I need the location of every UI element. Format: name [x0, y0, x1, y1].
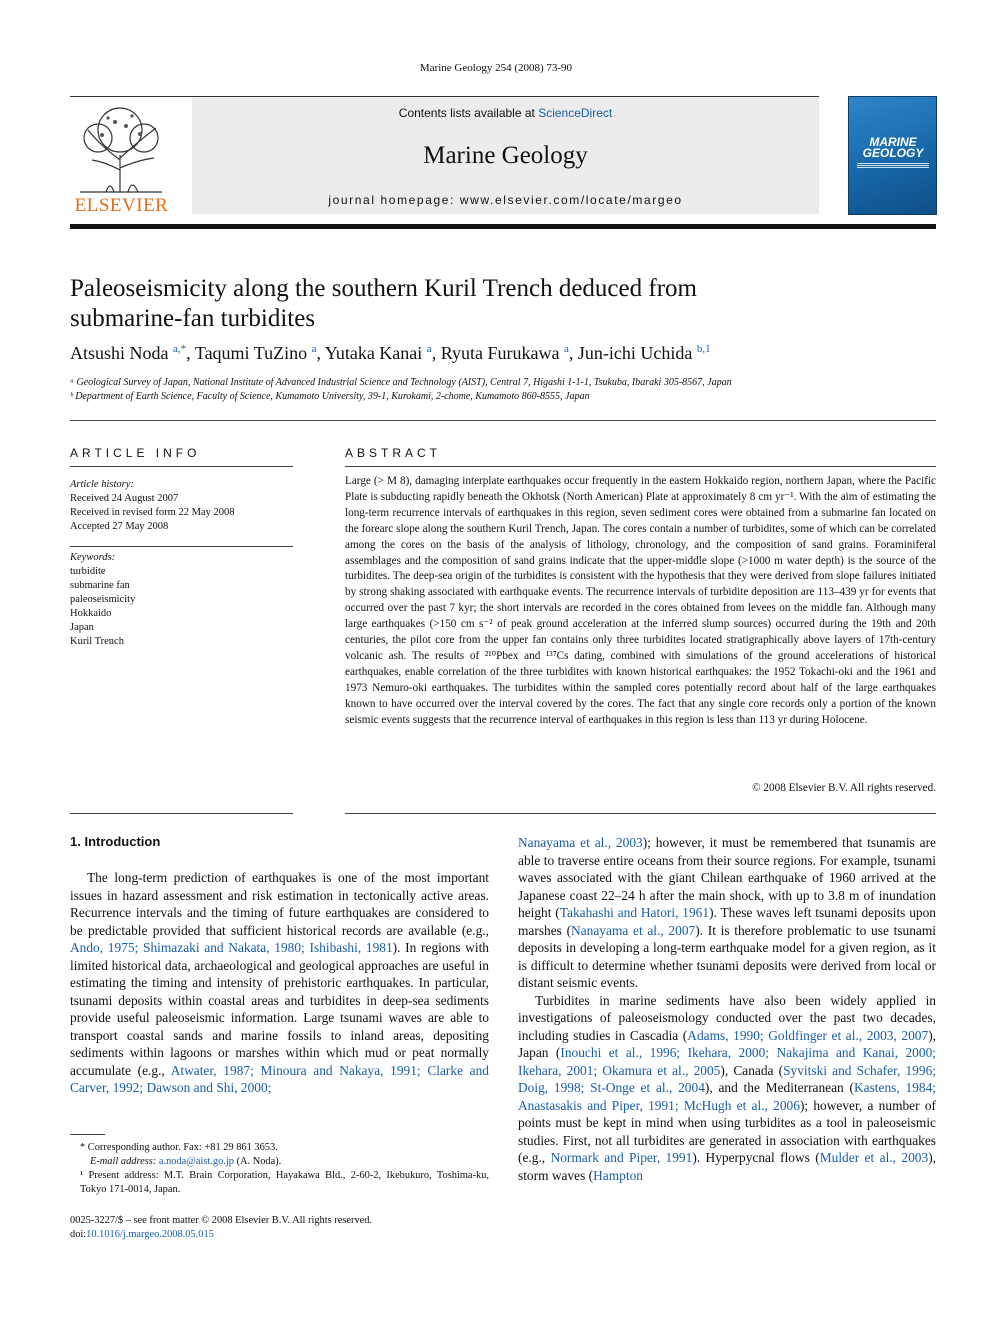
article-history [70, 478, 293, 534]
history-label: Article history: [70, 479, 134, 490]
abstract-rule [345, 466, 936, 467]
sciencedirect-link[interactable]: ScienceDirect [538, 106, 613, 120]
journal-title: Marine Geology [423, 142, 588, 169]
author-name: Jun-ichi Uchida [577, 343, 693, 363]
footnote-present-address: ¹ Present address: M.T. Brain Corporation, Hayakawa Bld., 2-60-2, Ikebukuro, Toshima-ku, Tokyo 171-0014, Japan. [80, 1170, 489, 1195]
doi-link[interactable]: 10.1016/j.margeo.2008.05.015 [86, 1229, 214, 1240]
affiliation-rule [70, 420, 936, 421]
keywords-label: Keywords: [70, 552, 116, 563]
issn-line: 0025-3227/$ – see front matter © 2008 Elsevier B.V. All rights reserved. [70, 1215, 373, 1226]
author-affiliation-mark[interactable]: a [563, 343, 569, 355]
paper-title: Paleoseismicity along the southern Kuril Trench deduced from submarine-fan turbidites [70, 275, 697, 332]
author-affiliation-mark[interactable]: b,1 [696, 343, 711, 355]
author-list: Atsushi Noda $^{a,*}$, Taqumi TuZino $^a$, Yutaka Kanai $^a$, Ryuta Furukawa $^a$, Jun-ichi Uchida $^{b,1}$ [70, 343, 711, 363]
journal-homepage[interactable]: journal homepage: www.elsevier.com/locate/margeo [328, 193, 683, 207]
cover-title: MARINE GEOLOGY [862, 135, 924, 160]
keyword: Japan [70, 622, 94, 633]
author-affiliation-mark[interactable]: a [311, 343, 317, 355]
journal-cover-image [848, 96, 937, 215]
abstract-heading: ABSTRACT [345, 446, 442, 460]
affiliation-a: ᵃ Geological Survey of Japan, National Institute of Advanced Industrial Science and Technology (AIST), Central 7, Higashi 1-1-1, Tsukuba, Ibaraki 305-8567, Japan [70, 377, 732, 388]
cover-subtitle-lines [857, 162, 929, 172]
abstract-text: Large (> M 8), damaging interplate earthquakes occur frequently in the eastern Hokkaido region, northern Japan, where the Pacific Plate is subducting rapidly beneath the Okhotsk (North American) Plate at approximately 8 cm yr⁻¹. With the aim of estimating the long-term recurrence intervals of earthquakes in this region, seven sediment cores were obtained from a submarine fan located on the forearc slope along the southern Kuril Trench, Japan. The cores contain a number of turbidites, some of which can be correlated among the cores on the basis of the analysis of lithology, chronology, and the composition of sand grains. Foraminiferal assemblages and the composition of sand grains indicate that the upper-middle slope (>1000 m water depth) is the source of the turbidites. The deep-sea origin of the turbidites is consistent with the hypothesis that they were derived from slope failures initiated by strong shaking associated with earthquake events. The recurrence intervals of turbidite deposition are 113–439 yr for events that occurred over the past 7 kyr; the short intervals are recorded in the cores obtained from levees on the middle fan. Although many large earthquakes (>150 cm s⁻² of peak ground acceleration at the inferred slump sources) occurred during the 19th and 20th centuries, the pilot core from the upper fan contains only three turbidites located stratigraphically above layers of 17th-century volcanic ash. The results of ²¹⁰Pbex and ¹³⁷Cs dating, combined with simulations of the ground accelerations of historical earthquakes, enable correlation of the three turbidites with known historical earthquakes: the 1952 Tokachi-oki and the 1961 and 1973 Nemuro-oki earthquakes. The turbidites within the sampled cores potentially record about half of the large earthquakes known to have occurred over the interval covered by the cores. The fact that any single core records only a portion of the known seismic events suggests that the recurrence interval of earthquakes in this region is less than 113 yr during Holocene. [345, 475, 936, 726]
keywords-block [70, 551, 293, 649]
intro-right-column: Nanayama et al., 2003); however, it must be remembered that tsunamis are able to traverse entire oceans from their source regions. For example, tsunami waves associated with the giant Chilean earthquake of 1960 arrived at the Japanese coast 22–24 h after the main shock, with up to 3.8 m of inundation height (Takahashi and Hatori, 1961). These waves left tsunami deposits upon marshes (Nanayama et al., 2007). It is therefore problematic to use tsunami deposits in developing a long-term earthquake model for a given region, as it is difficult to determine whether tsunami deposits were derived from local or distant seismic events. Turbidites in marine sediments have also been widely applied in investigations of paleoseismology conducted over the past two decades, including studies in Cascadia (Adams, 1990; Goldfinger et al., 2003, 2007), Japan (Inouchi et al., 1996; Ikehara, 2000; Nakajima and Kanai, 2000; Ikehara, 2001; Okamura et al., 2005), Canada (Syvitski and Schafer, 1996; Doig, 1998; St-Onge et al., 2004), and the Mediterranean (Kastens, 1984; Anastasakis and Piper, 1991; McHugh et al., 2006); however, a number of points must be kept in mind when using turbidites as a tool in paleoseismic studies. First, not all turbidites are generated in association with earthquakes (e.g., Normark and Piper, 1991). Hyperpycnal flows (Mulder et al., 2003), storm waves (Hampton [518, 835, 937, 1183]
author-email-link[interactable]: a.noda@aist.go.jp [158, 1156, 234, 1167]
intro-left-column: The long-term prediction of earthquakes is one of the most important issues in hazard assessment and risk estimation in tectonically active areas. Recurrence intervals and the timing of future earthquakes are considered to be predictable provided that sufficient historical records are available (e.g., Ando, 1975; Shimazaki and Nakata, 1980; Ishibashi, 1981). In regions with limited historical data, archaeological and geological approaches are useful in estimating the timing and intensity of prehistoric earthquakes. In particular, tsunami deposits within coastal areas and turbidites in deep-sea sediments provide useful paleoseismic information. Large tsunami waves are able to transport coastal sands and marine fossils to inland areas, depositing sediments within lagoons or marshes within which mud or peat normally accumulate (e.g., Atwater, 1987; Minoura and Nakaya, 1991; Clarke and Carver, 1992; Dawson and Shi, 2000; [70, 870, 490, 1095]
keyword: paleoseismicity [70, 594, 136, 605]
author-affiliation-mark[interactable]: a [426, 343, 432, 355]
keywords-rule [70, 546, 293, 547]
footnote-corresponding: * Corresponding author. Fax: +81 29 861 3653. [80, 1142, 278, 1153]
front-matter [70, 1214, 570, 1242]
author-name: Ryuta Furukawa [440, 343, 560, 363]
keyword: Hokkaido [70, 608, 112, 619]
abstract-copyright: © 2008 Elsevier B.V. All rights reserved. [752, 782, 936, 794]
history-revised: Received in revised form 22 May 2008 [70, 507, 235, 518]
author-name: Atsushi Noda [70, 343, 169, 363]
article-info-bottom-rule [70, 813, 293, 814]
section-heading: 1. Introduction [70, 834, 161, 849]
email-label: E-mail address: [90, 1156, 159, 1167]
doi-label: doi: [70, 1229, 87, 1240]
header-thick-rule [70, 224, 936, 229]
abstract-bottom-rule [345, 813, 936, 814]
article-info-heading: ARTICLE INFO [70, 446, 201, 460]
author-name: Yutaka Kanai [324, 343, 423, 363]
contents-line [192, 106, 819, 120]
journal-citation: Marine Geology 254 (2008) 73-90 [419, 62, 573, 74]
author-affiliation-mark[interactable]: a,* [173, 343, 187, 355]
history-accepted: Accepted 27 May 2008 [70, 521, 169, 532]
history-received: Received 24 August 2007 [70, 493, 179, 504]
email-suffix: (A. Noda). [233, 1156, 282, 1167]
keyword: turbidite [70, 566, 106, 577]
elsevier-wordmark: ELSEVIER [74, 195, 169, 216]
author-name: Taqumi TuZino [194, 343, 308, 363]
article-info-rule [70, 466, 293, 467]
contents-prefix: Contents lists available at [398, 106, 539, 120]
footnote-rule [70, 1134, 105, 1135]
footnotes [70, 1141, 489, 1197]
keyword: submarine fan [70, 580, 130, 591]
affiliation-b: ᵇ Department of Earth Science, Faculty of Science, Kumamoto University, 39-1, Kurokami, 2-chome, Kumamoto 860-8555, Japan [70, 391, 590, 402]
keyword: Kuril Trench [70, 636, 124, 647]
